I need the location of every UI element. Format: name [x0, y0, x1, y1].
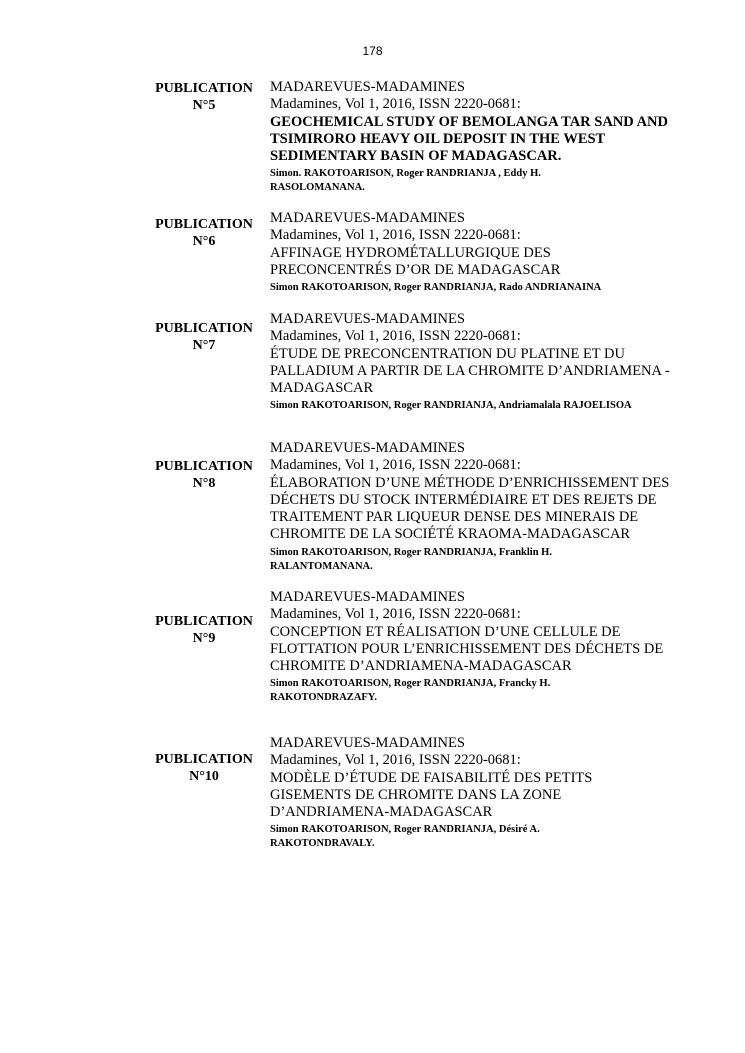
publication-body	[270, 735, 700, 851]
publication-label-word: PUBLICATION	[155, 752, 253, 767]
publication-label-word: PUBLICATION	[155, 459, 253, 474]
journal-issue: Madamines, Vol 1, 2016, ISSN 2220-0681:	[270, 96, 521, 113]
publication-authors: Simon RAKOTOARISON, Roger RANDRIANJA, Andriamalala RAJOELISOA	[270, 400, 632, 412]
publication-label-word: PUBLICATION	[155, 81, 253, 96]
publication-label	[148, 80, 260, 114]
publication-title: CONCEPTION ET RÉALISATION D’UNE CELLULE DE FLOTTATION POUR L’ENRICHISSEMENT DES DÉCHETS DE CHROMITE D’ANDRIAMENA-MADAGASCAR	[270, 623, 664, 675]
journal-name: MADAREVUES-MADAMINES	[270, 210, 465, 226]
publication-title: AFFINAGE HYDROMÉTALLURGIQUE DES PRECONCENTRÉS D’OR DE MADAGASCAR	[270, 244, 561, 278]
journal-name: MADAREVUES-MADAMINES	[270, 735, 465, 751]
journal-name: MADAREVUES-MADAMINES	[270, 311, 465, 327]
publication-number: N°9	[192, 631, 216, 646]
publication-authors: Simon. RAKOTOARISON, Roger RANDRIANJA , Eddy H. RASOLOMANANA.	[270, 168, 541, 194]
publication-label-word: PUBLICATION	[155, 321, 253, 336]
publication-body	[270, 311, 700, 413]
publication-number: N°7	[192, 338, 216, 353]
journal-name: MADAREVUES-MADAMINES	[270, 589, 465, 605]
publication-label	[148, 216, 260, 250]
publication-title: MODÈLE D’ÉTUDE DE FAISABILITÉ DES PETITS GISEMENTS DE CHROMITE DANS LA ZONE D’ANDRIAMENA-MADAGASCAR	[270, 769, 593, 821]
publication-title: ÉLABORATION D’UNE MÉTHODE D’ENRICHISSEMENT DES DÉCHETS DU STOCK INTERMÉDIAIRE ET DES REJETS DE TRAITEMENT PAR LIQUEUR DENSE DES MINERAIS DE CHROMITE DE LA SOCIÉTÉ KRAOMA-MADAGASCAR	[270, 474, 670, 543]
publication-label-word: PUBLICATION	[155, 217, 253, 232]
publication-label	[148, 613, 260, 647]
publication-number: N°6	[192, 234, 216, 249]
publication-title: GEOCHEMICAL STUDY OF BEMOLANGA TAR SAND AND TSIMIRORO HEAVY OIL DEPOSIT IN THE WEST SEDIMENTARY BASIN OF MADAGASCAR.	[270, 113, 668, 165]
journal-issue: Madamines, Vol 1, 2016, ISSN 2220-0681:	[270, 752, 521, 769]
publication-label	[148, 320, 260, 354]
publication-number: N°5	[192, 98, 216, 113]
publication-authors: Simon RAKOTOARISON, Roger RANDRIANJA, Franklin H. RALANTOMANANA.	[270, 546, 552, 572]
publication-body	[270, 79, 700, 195]
journal-issue: Madamines, Vol 1, 2016, ISSN 2220-0681:	[270, 457, 521, 474]
publication-number: N°8	[192, 476, 216, 491]
journal-issue: Madamines, Vol 1, 2016, ISSN 2220-0681:	[270, 328, 521, 345]
journal-name: MADAREVUES-MADAMINES	[270, 79, 465, 95]
publication-title: ÉTUDE DE PRECONCENTRATION DU PLATINE ET DU PALLADIUM A PARTIR DE LA CHROMITE D’ANDRIAMENA - MADAGASCAR	[270, 345, 670, 397]
publication-authors: Simon RAKOTOARISON, Roger RANDRIANJA, Francky H. RAKOTONDRAZAFY.	[270, 678, 551, 704]
publication-body	[270, 589, 700, 705]
publication-label	[148, 751, 260, 785]
journal-issue: Madamines, Vol 1, 2016, ISSN 2220-0681:	[270, 227, 521, 244]
journal-name: MADAREVUES-MADAMINES	[270, 440, 465, 456]
publication-authors: Simon RAKOTOARISON, Roger RANDRIANJA, Désiré A. RAKOTONDRAVALY.	[270, 824, 540, 850]
publication-authors: Simon RAKOTOARISON, Roger RANDRIANJA, Rado ANDRIANAINA	[270, 282, 602, 294]
page-number: 178	[362, 44, 383, 58]
publication-body	[270, 210, 700, 295]
publication-label-word: PUBLICATION	[155, 614, 253, 629]
publication-number: N°10	[189, 769, 219, 784]
publication-label	[148, 458, 260, 492]
journal-issue: Madamines, Vol 1, 2016, ISSN 2220-0681:	[270, 606, 521, 623]
publication-body	[270, 440, 700, 574]
